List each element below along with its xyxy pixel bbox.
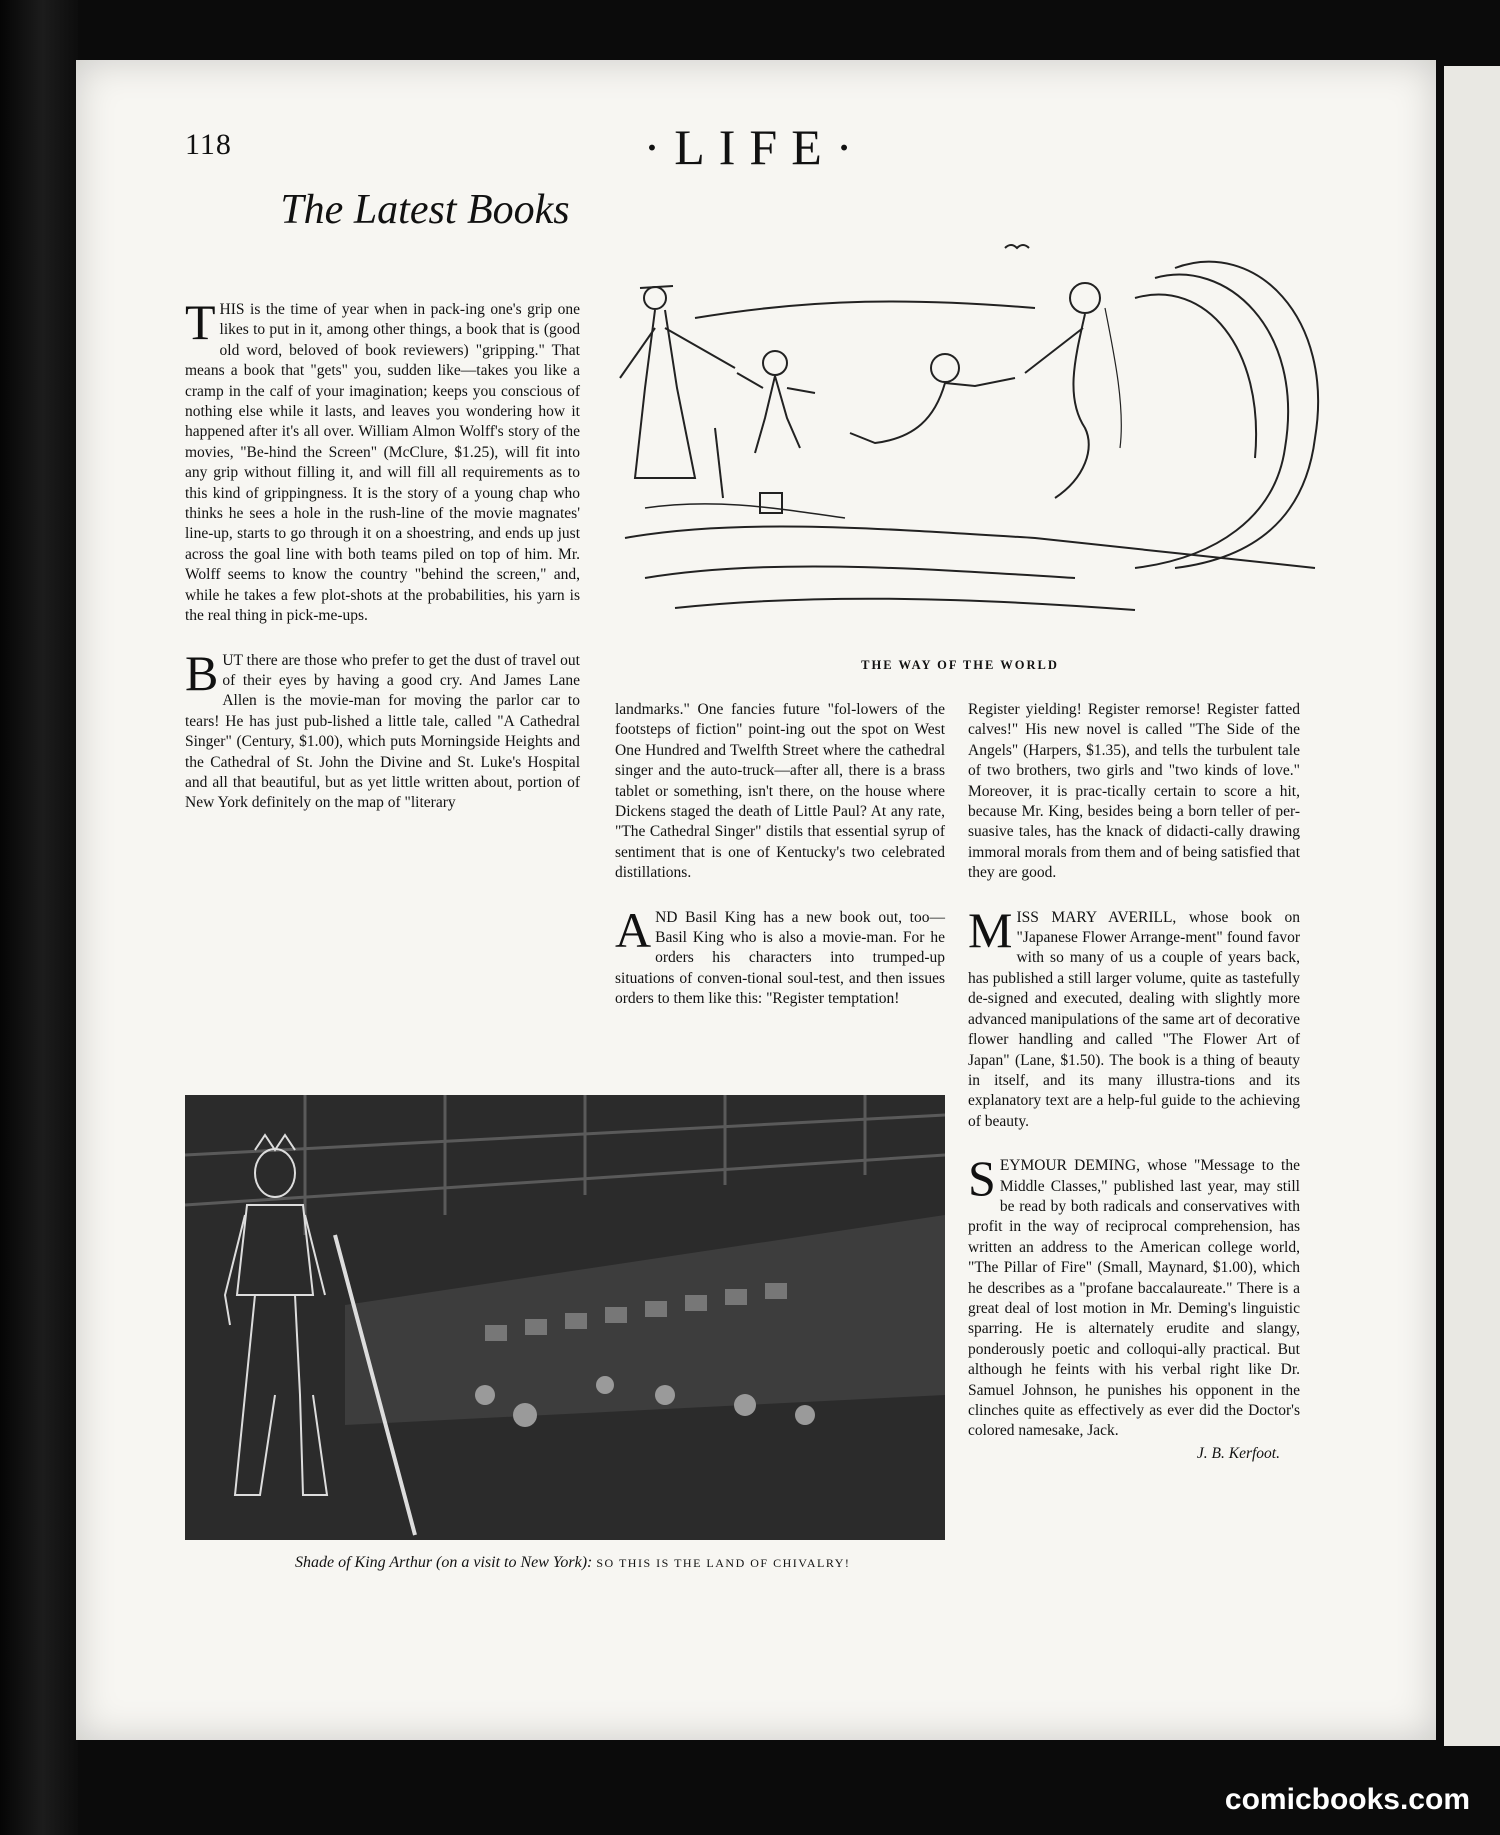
paragraph [185, 294, 580, 627]
page-number: 118 [185, 128, 232, 161]
top-illustration-caption: THE WAY OF THE WORLD [861, 658, 1059, 672]
paragraph-text: ISS MARY AVERILL, whose book on "Japanese Flower Arrange-ment" found favor with so many of us a couple of years back, has published a still larger volume, quite as tastefully de-signed and executed, dealing with slightly more advanced manipulations of the same art of decorative flower handling and called "The Flower Art of Japan" (Lane, $1.50). The book is a thing of beauty in itself, and its many illustra-tions and its explanatory text are a help-ful guide to the achieving of beauty. [968, 908, 1300, 1130]
scan-edge-left [0, 0, 78, 1835]
drop-cap: S [968, 1150, 996, 1207]
watermark-text: comicbooks.com [1224, 1783, 1470, 1816]
paragraph [968, 901, 1300, 1132]
paragraph-text: UT there are those who prefer to get the dust of travel out of their eyes by having a good cry. And James Lane Allen is the movie-man for moving the parlor car to tears! He has just pub-lished a little tale, called "A Cathedral Singer" (Century, $1.00), which puts Morningside Heights and the Cathedral of St. John the Divine and St. Luke's Hospital and all that beautiful, but as yet little written about, portion of New York definitely on the map of "literary [185, 651, 580, 812]
masthead-life: ·LIFE· [643, 119, 867, 175]
paragraph [185, 644, 580, 814]
caption-italic: Shade of King Arthur (on a visit to New York): [295, 1554, 593, 1571]
article-title: The Latest Books [280, 187, 570, 233]
paragraph [968, 1150, 1300, 1442]
paragraph [615, 700, 945, 884]
drop-cap: T [185, 294, 216, 350]
king-arthur-photo [185, 1095, 945, 1540]
drop-cap: M [968, 901, 1013, 958]
paragraph-text: HIS is the time of year when in pack-ing one's grip one likes to put in it, among other things, a book that is (good old word, beloved of book reviewers) "gripping." That means a book that "gets" you, sudden like—takes you like a cramp in the calf of your imagination; keeps you conscious of nothing else while it lasts, and leaves you wondering how it happened after it's all over. William Almon Wolff's story of the movies, "Be-hind the Screen" (McClure, $1.25), will fit into any grip without filling it, and will fill all requirements as to this kind of grippingness. It is the story of a young chap who thinks he sees a hole in the rush-line of the movie magnates' line-up, starts to go through it on a shoestring, and ends up just across the goal line with both teams piled on top of him. Mr. Wolff seems to know the country "behind the screen," and, while he takes a few plot-shots at the probabilities, his yarn is the real thing in pick-me-ups. [185, 301, 580, 625]
bottom-photo-caption [185, 1552, 945, 1574]
drop-cap: B [185, 644, 219, 701]
article-column-1 [185, 294, 580, 838]
paragraph-text: Register yielding! Register remorse! Register fatted calves!" His new novel is called "The Side of the Angels" (Harpers, $1.35), and tells the turbulent tale of two brothers, two girls and "two kinds of love." Moreover, it is prac-tically certain to score a hit, because Mr. King, besides being a born teller of per-suasive tales, has the knack of didacti-cally drawing immoral morals from them and of being satisfied that they are good. [968, 701, 1300, 882]
drop-cap: A [615, 901, 652, 958]
article-column-3 [968, 700, 1300, 1464]
facing-page-edge [1444, 66, 1500, 1746]
author-signature: J. B. Kerfoot. [1196, 1444, 1280, 1462]
way-of-the-world-illustration [615, 238, 1345, 648]
paragraph-text: EYMOUR DEMING, whose "Message to the Middle Classes," published last year, may still be read by both radicals and conservatives with profit in the way of reciprocal comprehension, has written an address to the American college world, "The Pillar of Fire" (Small, Maynard, $1.00), which he describes as a "profane baccalaureate." There is a great deal of lost motion in Mr. Deming's linguistic sparring. He is alternately erudite and slangy, ponderously poetic and colloqui-ally practical. But although he feints with his verbal right like Dr. Samuel Johnson, he punishes his opponent in the clinches quite as effectively as ever did the Doctor's colored namesake, Jack. [968, 1157, 1300, 1440]
caption-small-caps: SO THIS IS THE LAND OF CHIVALRY! [596, 1556, 851, 1570]
article-column-2 [615, 700, 945, 1034]
paragraph [968, 700, 1300, 884]
paragraph [615, 901, 945, 1010]
paragraph-text: ND Basil King has a new book out, too—Basil King who is also a movie-man. For he orders his characters into trumped-up situations of conven-tional soul-test, and then issues orders to them like this: "Register temptation! [615, 908, 945, 1008]
paragraph-text: landmarks." One fancies future "fol-lowers of the footsteps of fiction" point-ing out the spot on West One Hundred and Twelfth Street where the cathedral singer and the auto-truck—after all, there is a brass tablet or something, isn't there, on the house where Dickens staged the death of Little Paul? At any rate, "The Cathedral Singer" distils that essential syrup of sentiment that is one of Kentucky's two celebrated distillations. [615, 701, 945, 882]
